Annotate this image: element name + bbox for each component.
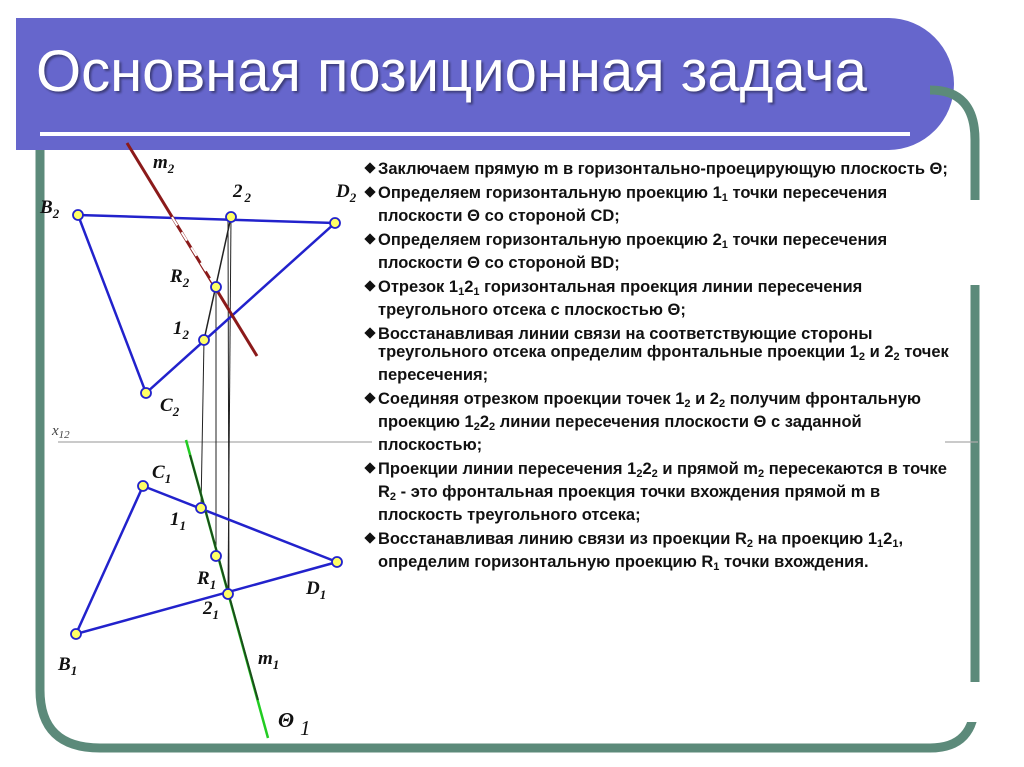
step-subscript: 2 xyxy=(389,491,397,503)
point-C2 xyxy=(141,388,151,398)
step-text: и 2 xyxy=(865,343,894,361)
step-subscript: 2 xyxy=(858,351,866,363)
step-text: Соединяя отрезком проекции точек 1 xyxy=(378,390,685,408)
step-subscript: 2 xyxy=(893,351,900,363)
step-subscript: 2 xyxy=(489,421,496,433)
step-text: линии пересечения плоскости Θ с заданной плоскостью; xyxy=(378,413,862,454)
step-subscript: 2 xyxy=(684,398,691,410)
step-text: Определяем горизонтальную проекцию 2 xyxy=(378,231,722,249)
label-2-2: 2 $_2$ xyxy=(233,181,251,205)
step-item xyxy=(378,390,953,454)
step-subscript: 2 xyxy=(746,538,754,550)
step-subscript: 1 xyxy=(713,561,720,573)
step-item xyxy=(378,325,953,384)
label-m1: $m_1$ xyxy=(258,648,280,672)
step-text: получим фронтальную проекцию 1 xyxy=(378,390,921,431)
label-C1: $C_1$ xyxy=(152,462,172,486)
step-text: Заключаем прямую m в горизонтально-проецирующую плоскость Θ; xyxy=(378,160,948,178)
point-R1 xyxy=(211,551,221,561)
point-D1 xyxy=(332,557,342,567)
steps-list xyxy=(378,160,953,582)
label-C2: $C_2$ xyxy=(160,395,180,419)
step-text: 2 xyxy=(883,530,893,548)
label-B2: $B_2$ xyxy=(40,197,60,221)
step-text: Восстанавливая линию связи из проекции R xyxy=(378,530,747,548)
label-B1: $B_1$ xyxy=(58,654,78,678)
step-text: горизонтальная проекция линии пересечения треугольного отсека с плоскостью Θ; xyxy=(378,278,863,319)
step-text: точки пересечения плоскости Θ со стороной BD; xyxy=(378,231,888,272)
label-R2: $R_2$ xyxy=(170,266,190,290)
point-B2 xyxy=(73,210,83,220)
step-text: Восстанавливая линии связи на соответствующие стороны треугольного отсека определим фронтальные проекции 1 xyxy=(378,325,873,361)
point-D2 xyxy=(330,218,340,228)
label-2-1: $2_1$ xyxy=(203,598,219,622)
step-subscript: 2 xyxy=(636,468,643,480)
point-1-2 xyxy=(199,335,209,345)
step-subscript: 1 xyxy=(473,286,480,298)
point-C1 xyxy=(138,481,148,491)
label-1-1: $1_1$ xyxy=(170,509,186,533)
point-1-1 xyxy=(196,503,206,513)
step-subscript: 2 xyxy=(757,468,765,480)
label-theta1: Θ 1 xyxy=(278,708,311,740)
triangle-frontal xyxy=(78,215,335,393)
label-D2: $D_2$ xyxy=(336,181,357,205)
step-subscript: 2 xyxy=(719,398,726,410)
step-item xyxy=(378,530,953,576)
label-R1: $R_1$ xyxy=(197,568,217,592)
point-2-2 xyxy=(226,212,236,222)
label-m2: $m_2$ xyxy=(153,152,175,176)
point-R2 xyxy=(211,282,221,292)
step-subscript: 1 xyxy=(721,239,728,251)
step-text: и прямой m xyxy=(657,460,758,478)
step-text: точки пересечения плоскости Θ со стороной CD; xyxy=(378,184,888,225)
step-text: 2 xyxy=(464,278,474,296)
label-x12: $x_{12}$ xyxy=(52,423,70,441)
step-subscript: 1 xyxy=(458,286,465,298)
slide-title: Основная позиционная задача xyxy=(36,39,867,104)
step-subscript: 1 xyxy=(892,538,899,550)
point-2-1 xyxy=(223,589,233,599)
step-text: и 2 xyxy=(690,390,719,408)
step-text: Проекции линии пересечения 1 xyxy=(378,460,637,478)
point-B1 xyxy=(71,629,81,639)
label-1-2: $1_2$ xyxy=(173,318,189,342)
step-item xyxy=(378,160,953,178)
step-item xyxy=(378,231,953,272)
step-subscript: 1 xyxy=(877,538,884,550)
label-D1: $D_1$ xyxy=(306,578,327,602)
step-item xyxy=(378,184,953,225)
step-subscript: 2 xyxy=(651,468,658,480)
step-text: 2 xyxy=(479,413,490,431)
step-text: , определим горизонтальную проекцию R xyxy=(378,530,904,571)
step-item xyxy=(378,460,953,524)
step-text: точки вхождения. xyxy=(719,553,869,571)
step-text: Отрезок 1 xyxy=(378,278,459,296)
step-subscript: 2 xyxy=(473,421,480,433)
step-text: Определяем горизонтальную проекцию 1 xyxy=(378,184,722,202)
step-item xyxy=(378,278,953,319)
step-text: 2 xyxy=(642,460,652,478)
step-text: пересекаются в точке R xyxy=(378,460,947,501)
step-subscript: 1 xyxy=(721,192,728,204)
step-text: - это фронтальная проекция точки вхождения прямой m в плоскость треугольного отсека; xyxy=(378,483,881,524)
step-text: точек пересечения; xyxy=(378,343,949,384)
step-text: на проекцию 1 xyxy=(753,530,878,548)
